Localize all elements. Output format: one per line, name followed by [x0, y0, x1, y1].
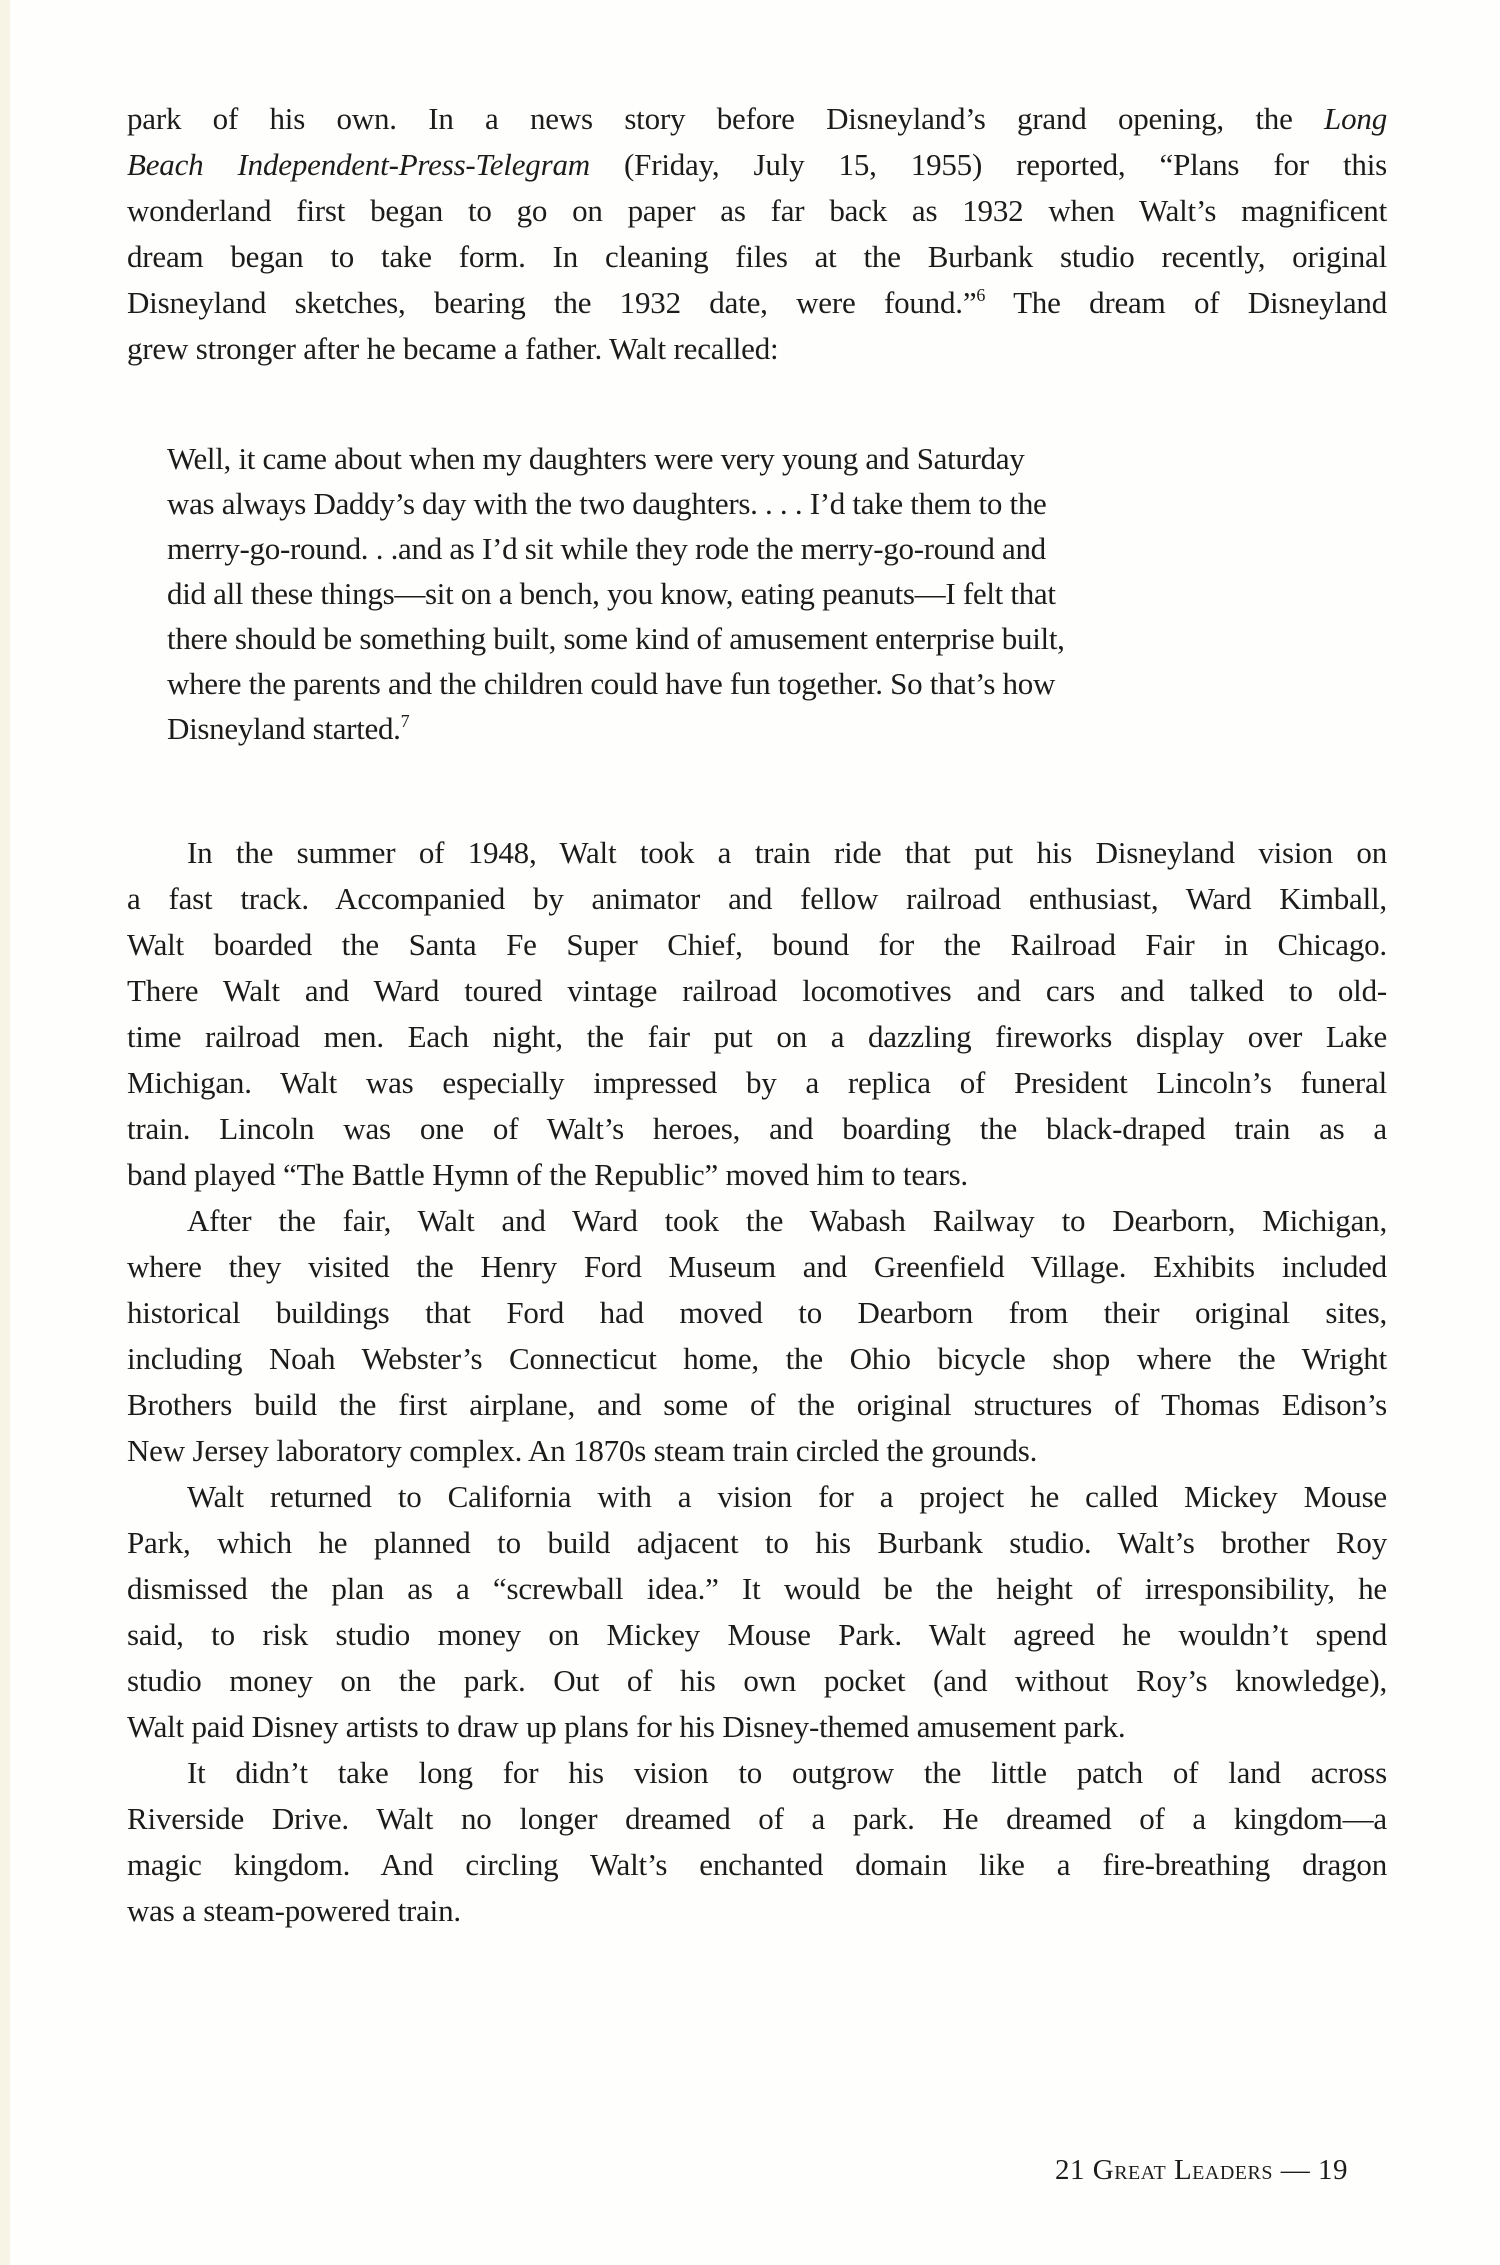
quote-line: Well, it came about when my daughters were very young and Saturday	[167, 441, 1025, 476]
text-line: was a steam-powered train.	[127, 1893, 461, 1928]
text-line: where they visited the Henry Ford Museum and Greenfield Village. Exhibits included	[127, 1249, 1387, 1284]
text-line: magic kingdom. And circling Walt’s enchanted domain like a fire-breathing dragon	[127, 1847, 1387, 1882]
text-line: Walt boarded the Santa Fe Super Chief, bound for the Railroad Fair in Chicago.	[127, 927, 1387, 962]
text-line: Brothers build the first airplane, and some of the original structures of Thomas Edison’s	[127, 1387, 1387, 1422]
text-span: park of his own. In a news story before Disneyland’s grand opening, the	[127, 101, 1325, 136]
text-line: said, to risk studio money on Mickey Mouse Park. Walt agreed he wouldn’t spend	[127, 1617, 1387, 1652]
quote-line	[167, 706, 1327, 752]
text-line: including Noah Webster’s Connecticut home, the Ohio bicycle shop where the Wright	[127, 1341, 1387, 1376]
text-line: time railroad men. Each night, the fair put on a dazzling fireworks display over Lake	[127, 1019, 1387, 1054]
text-line: Walt paid Disney artists to draw up plans for his Disney-themed amusement park.	[127, 1709, 1126, 1744]
newspaper-title-italic: Beach Independent-Press-Telegram	[127, 147, 590, 182]
text-line: In the summer of 1948, Walt took a train ride that put his Disneyland vision on	[187, 835, 1387, 870]
page-number: 19	[1317, 2154, 1348, 2186]
text-line	[127, 142, 1387, 188]
footnote-marker[interactable]: 7	[400, 711, 410, 731]
footer-separator: —	[1272, 2154, 1318, 2186]
text-line	[127, 96, 1387, 142]
text-span: Disneyland sketches, bearing the 1932 date, were found.”	[127, 285, 977, 320]
text-line: There Walt and Ward toured vintage railroad locomotives and cars and talked to old-	[127, 973, 1387, 1008]
text-line: After the fair, Walt and Ward took the Wabash Railway to Dearborn, Michigan,	[187, 1203, 1387, 1238]
text-span: The dream of Disneyland	[985, 285, 1387, 320]
text-line: Michigan. Walt was especially impressed by a replica of President Lincoln’s funeral	[127, 1065, 1387, 1100]
text-line: train. Lincoln was one of Walt’s heroes, and boarding the black-draped train as a	[127, 1111, 1387, 1146]
text-line: It didn’t take long for his vision to outgrow the little patch of land across	[187, 1755, 1387, 1790]
quote-line: was always Daddy’s day with the two daughters. . . . I’d take them to the	[167, 486, 1047, 521]
quote-line: merry-go-round. . .and as I’d sit while they rode the merry-go-round and	[167, 531, 1046, 566]
newspaper-title-italic: Long	[1324, 101, 1387, 136]
text-line: band played “The Battle Hymn of the Republic” moved him to tears.	[127, 1157, 968, 1192]
text-line	[127, 280, 1387, 326]
quote-line: where the parents and the children could have fun together. So that’s how	[167, 666, 1056, 701]
text-line: dream began to take form. In cleaning files at the Burbank studio recently, original	[127, 239, 1387, 274]
footnote-marker[interactable]: 6	[976, 285, 986, 305]
text-line: historical buildings that Ford had moved to Dearborn from their original sites,	[127, 1295, 1387, 1330]
quote-line: there should be something built, some kind of amusement enterprise built,	[167, 621, 1065, 656]
running-title: 21 Great Leaders	[1055, 2154, 1273, 2186]
text-line: a fast track. Accompanied by animator and fellow railroad enthusiast, Ward Kimball,	[127, 881, 1387, 916]
text-line: Walt returned to California with a vision for a project he called Mickey Mouse	[187, 1479, 1387, 1514]
text-line: Park, which he planned to build adjacent to his Burbank studio. Walt’s brother Roy	[127, 1525, 1387, 1560]
text-span: (Friday, July 15, 1955) reported, “Plans for this	[624, 147, 1387, 182]
text-line: studio money on the park. Out of his own pocket (and without Roy’s knowledge),	[127, 1663, 1387, 1698]
quote-line: did all these things—sit on a bench, you know, eating peanuts—I felt that	[167, 576, 1056, 611]
text-span: Disneyland started.	[167, 711, 401, 746]
text-line: dismissed the plan as a “screwball idea.” It would be the height of irresponsibility, he	[127, 1571, 1387, 1606]
page-footer	[1055, 2150, 1348, 2190]
text-line: wonderland first began to go on paper as far back as 1932 when Walt’s magnificent	[127, 193, 1387, 228]
text-line: grew stronger after he became a father. Walt recalled:	[127, 331, 779, 366]
text-line: New Jersey laboratory complex. An 1870s steam train circled the grounds.	[127, 1433, 1038, 1468]
text-line: Riverside Drive. Walt no longer dreamed of a park. He dreamed of a kingdom—a	[127, 1801, 1387, 1836]
